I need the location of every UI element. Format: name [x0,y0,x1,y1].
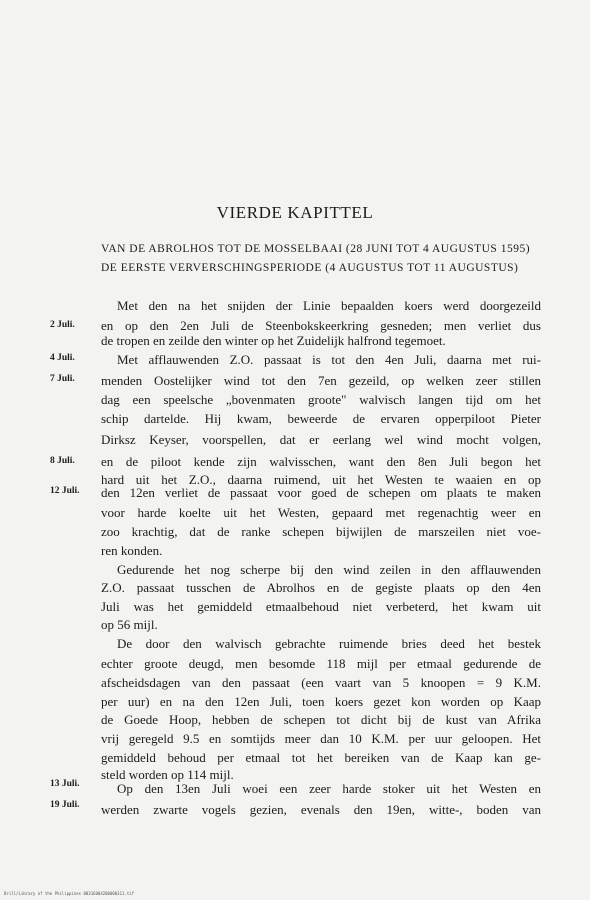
text-line: Op den 13en Juli woei een zeer harde stoker uit het Westen en [117,781,541,796]
text-line: steld worden op 114 mijl. [101,767,234,782]
text-line: en de piloot kende zijn walvisschen, want den 8en Juli begon het [101,454,541,469]
text-line: dag een speelsche „bovenmaten groote" walvisch langen tijd om het [101,392,541,407]
margin-date: 8 Juli. [50,456,75,466]
text-line: menden Oostelijker wind tot den 7en gezeild, op welken zeer stillen [101,373,541,388]
margin-date: 12 Juli. [50,486,80,496]
text-line: de tropen en zeilde den winter op het Zuidelijk halfrond tegemoet. [101,333,446,348]
text-line: schip dartelde. Hij kwam, beweerde de ervaren opperpiloot Pieter [101,411,541,426]
margin-date: 7 Juli. [50,374,75,384]
text-line: op 56 mijl. [101,617,158,632]
text-line: per uur) en na den 12en Juli, toen koers gezet kon worden op Kaap [101,694,541,709]
text-line: Gedurende het nog scherpe bij den wind zeilen in den afflauwenden [117,562,541,577]
margin-date: 19 Juli. [50,800,80,810]
text-line: Z.O. passaat tusschen de Abrolhos en de gegiste plaats op den 4en [101,580,541,595]
text-line: vrij geregeld 9.5 en somtijds meer dan 10 K.M. per uur geloopen. Het [101,731,541,746]
text-line: echter groote deugd, men besomde 118 mijl per etmaal gedurende de [101,656,541,671]
text-line: afscheidsdagen van den passaat (een vaart van 5 knoopen = 9 K.M. [101,675,541,690]
text-line: werden zwarte vogels gezien, evenals den 19en, witte-, boden van [101,802,541,817]
chapter-title: VIERDE KAPITTEL [216,203,374,222]
chapter-subtitle-2: DE EERSTE VERVERSCHINGSPERIODE (4 AUGUSTUS TOT 11 AUGUSTUS) [101,262,519,274]
margin-date: 4 Juli. [50,353,75,363]
text-line: hard uit het Z.O., daarna ruimend, uit het Westen te waaien en op [101,472,541,487]
text-line: Met den na het snijden der Linie bepaalden koers werd doorgezeild [117,298,541,313]
text-line: Met afflauwenden Z.O. passaat is tot den 4en Juli, daarna met rui- [117,352,541,367]
text-line: De door den walvisch gebrachte ruimende bries deed het bestek [117,636,541,651]
scan-footer: Brill/Library of the Philippines 0031E004200000311.tif [4,891,135,896]
margin-date: 13 Juli. [50,779,80,789]
text-line: ren konden. [101,543,163,558]
chapter-subtitle-1: VAN DE ABROLHOS TOT DE MOSSELBAAI (28 JUNI TOT 4 AUGUSTUS 1595) [101,243,531,255]
margin-date: 2 Juli. [50,320,75,330]
text-line: voor harde koelte uit het Westen, gepaard met regenachtig weer en [101,505,541,520]
text-line: den 12en verliet de passaat voor goed de schepen om plaats te maken [101,485,541,500]
text-line: de Goede Hoop, hebben de schepen tot dicht bij de kust van Afrika [101,712,541,727]
text-line: Dirksz Keyser, voorspellen, dat er eerlang wel wind mocht volgen, [101,432,541,447]
text-line: en op den 2en Juli de Steenbokskeerkring gesneden; men verliet dus [101,318,541,333]
text-line: gemiddeld behoud per etmaal tot het bereiken van de Kaap kan ge- [101,750,541,765]
text-line: Juli was het gemiddeld etmaalbehoud niet verbeterd, het kwam uit [101,599,541,614]
text-line: zoo krachtig, dat de ranke schepen bijwijlen de marszeilen niet voe- [101,524,541,539]
